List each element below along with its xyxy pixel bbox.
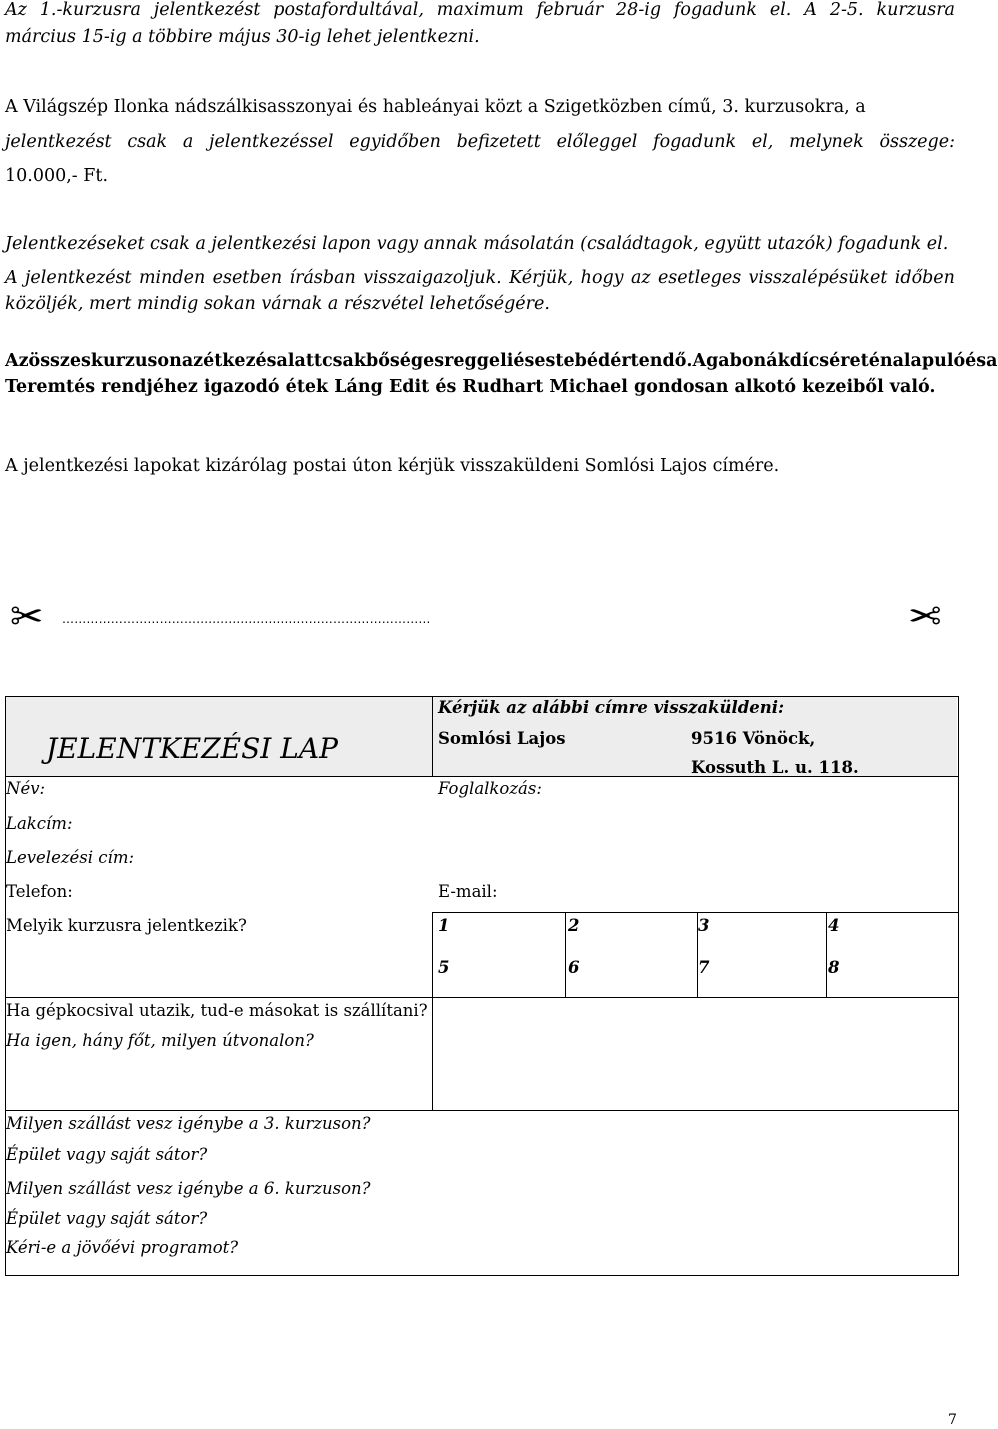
word: gabonák xyxy=(706,351,790,371)
word: és xyxy=(513,351,535,371)
word: 1.-kurzusra xyxy=(39,0,141,20)
word: dícséretén xyxy=(789,351,893,371)
word: egyidőben xyxy=(349,132,441,152)
course-col-line xyxy=(826,912,827,998)
word: a xyxy=(986,351,998,371)
word: el. xyxy=(769,0,792,20)
course-number-6[interactable]: 6 xyxy=(568,958,580,977)
course-question: Melyik kurzusra jelentkezik? xyxy=(6,916,247,935)
word: előleggel xyxy=(556,132,638,152)
course-number-4[interactable]: 4 xyxy=(828,916,840,935)
word: összes xyxy=(28,351,91,371)
return-address-line-1: 9516 Vönöck, xyxy=(691,729,816,748)
course-col-line xyxy=(432,912,433,998)
lodging-question-3: Milyen szállást vesz igénybe a 3. kurzuson? xyxy=(6,1114,371,1133)
return-address-line-2: Kossuth L. u. 118. xyxy=(691,758,859,777)
word: a xyxy=(182,132,194,152)
word: el, xyxy=(751,132,774,152)
intro-line-9 xyxy=(5,349,998,374)
intro-line-4 xyxy=(5,130,955,155)
word: írásban xyxy=(289,268,356,288)
word: befizetett xyxy=(456,132,541,152)
email-field-label: E-mail: xyxy=(438,882,498,901)
word: jelentkezést xyxy=(153,0,261,20)
word: jelentkezéssel xyxy=(209,132,334,152)
course-row-line xyxy=(432,912,958,913)
word: 2-5. xyxy=(829,0,864,20)
intro-line-1 xyxy=(5,0,955,23)
word: esetben xyxy=(212,268,283,288)
course-col-line xyxy=(565,912,566,998)
word: csak xyxy=(322,351,366,371)
return-name: Somlósi Lajos xyxy=(438,729,566,748)
intro-line-5: 10.000,- Ft. xyxy=(5,166,109,186)
scissors-icon: ✂ xyxy=(10,594,44,640)
address-field-label: Lakcím: xyxy=(6,814,73,833)
word: jelentkezést xyxy=(5,132,112,152)
lodging-question-6: Milyen szállást vesz igénybe a 6. kurzuson? xyxy=(6,1179,371,1198)
occupation-field-label: Foglalkozás: xyxy=(438,779,542,798)
word: étkezés xyxy=(203,351,277,371)
mail-address-field-label: Levelezési cím: xyxy=(6,848,135,867)
word: az xyxy=(630,268,651,288)
word: minden xyxy=(138,268,206,288)
word: A xyxy=(5,268,18,288)
word: alapuló xyxy=(892,351,966,371)
word: bőséges xyxy=(365,351,445,371)
course-number-7[interactable]: 7 xyxy=(698,958,710,977)
car-question-1: Ha gépkocsival utazik, tud-e másokat is szállítani? xyxy=(6,1001,428,1020)
course-row-line xyxy=(5,997,958,998)
word: időben xyxy=(894,268,955,288)
word: melynek xyxy=(789,132,864,152)
form-title: JELENTKEZÉSI LAP xyxy=(46,732,338,765)
course-number-8[interactable]: 8 xyxy=(828,958,840,977)
word: értendő. xyxy=(610,351,693,371)
word: Az xyxy=(5,351,29,371)
intro-line-3: A Világszép Ilonka nádszálkisasszonyai és hableányai közt a Szigetközben című, 3. kurzusokra, a xyxy=(5,97,866,117)
course-number-5[interactable]: 5 xyxy=(438,958,450,977)
cut-line-dots: ……………………………............................………………………… xyxy=(62,612,431,626)
word: esetleges xyxy=(657,268,742,288)
word: hogy xyxy=(580,268,624,288)
word: az xyxy=(181,351,204,371)
word: fogadunk xyxy=(653,132,737,152)
course-number-1[interactable]: 1 xyxy=(438,916,450,935)
phone-field-label: Telefon: xyxy=(6,882,73,901)
car-question-2: Ha igen, hány főt, milyen útvonalon? xyxy=(6,1031,314,1050)
word: kurzuson xyxy=(90,351,182,371)
word: A xyxy=(804,0,817,20)
word: postafordultával, xyxy=(273,0,424,20)
word: visszaigazoljuk. xyxy=(363,268,502,288)
car-row-line xyxy=(5,1110,958,1111)
course-number-2[interactable]: 2 xyxy=(568,916,580,935)
intro-line-2: március 15-ig a többire május 30-ig lehet jelentkezni. xyxy=(5,27,480,47)
word: maximum xyxy=(436,0,524,20)
page-number: 7 xyxy=(948,1412,957,1428)
word: reggeli xyxy=(444,351,514,371)
word: visszalépésüket xyxy=(748,268,888,288)
intro-line-10: Teremtés rendjéhez igazodó étek Láng Edit és Rudhart Michael gondosan alkotó kezeiből való. xyxy=(5,377,936,397)
word: csak xyxy=(127,132,168,152)
word: Az xyxy=(5,0,27,20)
return-address-heading: Kérjük az alábbi címre visszaküldeni: xyxy=(438,698,785,717)
word: kurzusra xyxy=(876,0,955,20)
lodging-question-3-sub: Épület vagy saját sátor? xyxy=(6,1145,208,1164)
intro-line-8: közöljék, mert mindig sokan várnak a részvétel lehetőségére. xyxy=(5,294,550,314)
word: fogadunk xyxy=(673,0,757,20)
intro-line-11: A jelentkezési lapokat kizárólag postai úton kérjük visszaküldeni Somlósi Lajos címére. xyxy=(5,456,780,476)
word: alatt xyxy=(276,351,322,371)
word: Kérjük, xyxy=(509,268,574,288)
intro-line-7 xyxy=(5,266,955,291)
header-divider xyxy=(432,696,433,776)
car-col-line xyxy=(432,997,433,1110)
scissors-icon: ✂ xyxy=(908,594,942,640)
program-question: Kéri-e a jövőévi programot? xyxy=(6,1238,239,1257)
word: estebéd xyxy=(534,351,611,371)
word: február xyxy=(536,0,604,20)
word: és xyxy=(965,351,987,371)
lodging-question-6-sub: Épület vagy saját sátor? xyxy=(6,1209,208,1228)
word: összege: xyxy=(879,132,955,152)
word: jelentkezést xyxy=(25,268,132,288)
intro-line-6: Jelentkezéseket csak a jelentkezési lapon vagy annak másolatán (családtagok, együtt utazók) fogadunk el. xyxy=(5,234,949,254)
course-number-3[interactable]: 3 xyxy=(698,916,710,935)
word: 28-ig xyxy=(616,0,662,20)
name-field-label: Név: xyxy=(6,779,46,798)
word: A xyxy=(692,351,707,371)
